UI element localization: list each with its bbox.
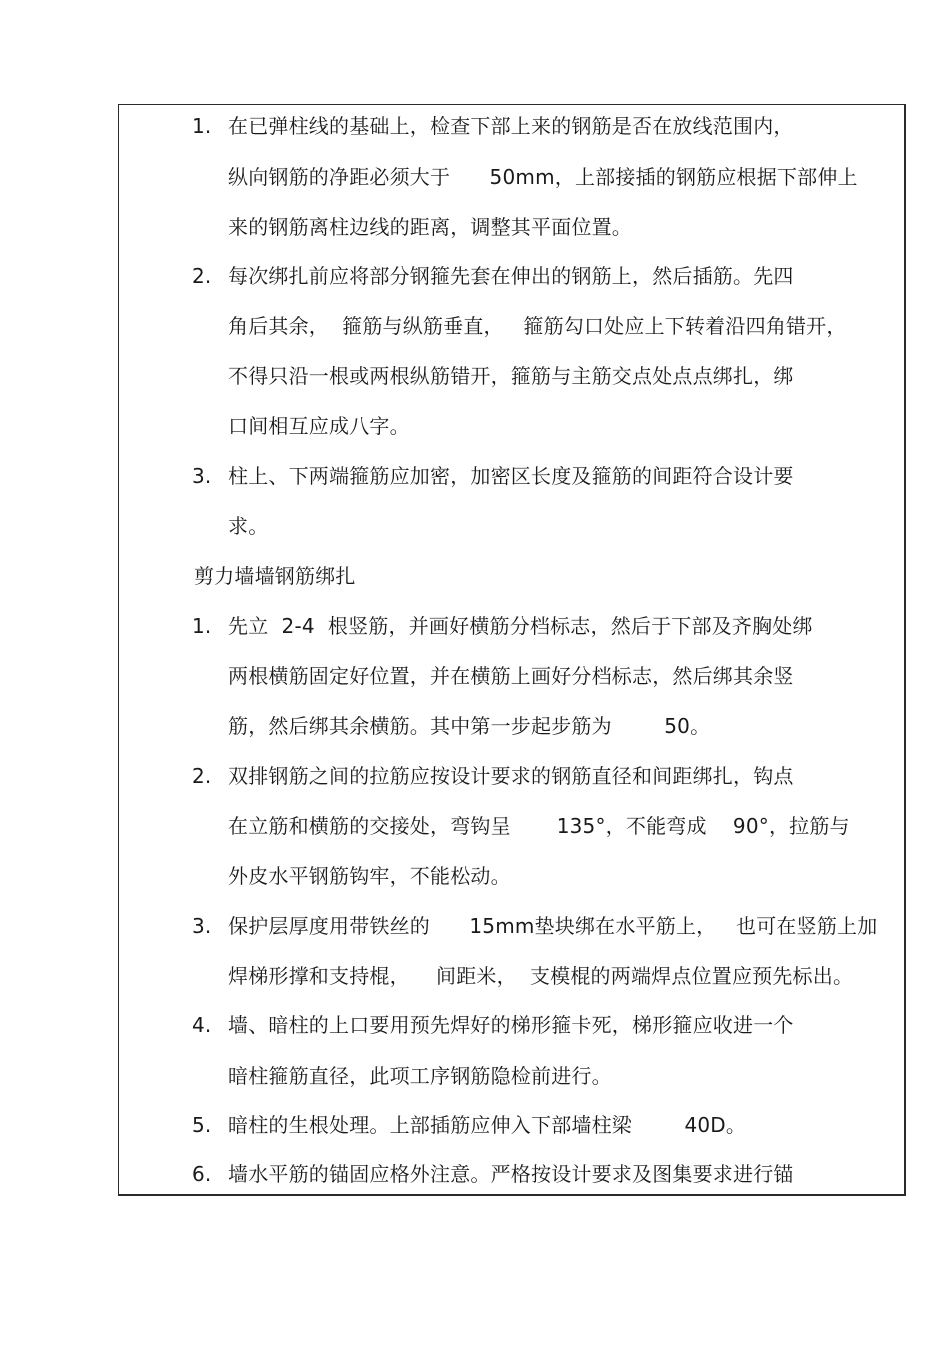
item-number: 4. (192, 1013, 212, 1037)
item-number: 3. (192, 464, 212, 488)
text-line: 焊梯形撑和支持棍， 间距米， 支模棍的两端焊点位置应预先标出。 (228, 964, 854, 988)
text-line: 角后其余， 箍筋与纵筋垂直， 箍筋勾口处应上下转着沿四角错开， (228, 314, 847, 338)
text-line: 纵向钢筋的净距必须大于 50mm，上部接插的钢筋应根据下部伸上 (228, 165, 858, 189)
text-line: 求。 (228, 514, 269, 538)
item-number: 5. (192, 1113, 212, 1137)
text-line: 不得只沿一根或两根纵筋错开，箍筋与主筋交点处点点绑扎，绑 (228, 364, 794, 388)
item-number: 2. (192, 764, 212, 788)
text-line: 两根横筋固定好位置，并在横筋上画好分档标志，然后绑其余竖 (228, 664, 794, 688)
text-line: 外皮水平钢筋钩牢，不能松动。 (228, 864, 511, 888)
text-line: 柱上、下两端箍筋应加密，加密区长度及箍筋的间距符合设计要 (228, 464, 794, 488)
text-line: 先立 2-4 根竖筋，并画好横筋分档标志，然后于下部及齐胸处绑 (228, 614, 813, 638)
text-line: 暗柱箍筋直径，此项工序钢筋隐检前进行。 (228, 1064, 612, 1088)
item-number: 3. (192, 914, 212, 938)
text-line: 来的钢筋离柱边线的距离，调整其平面位置。 (228, 215, 632, 239)
section-heading: 剪力墙墙钢筋绑扎 (194, 564, 356, 588)
text-line: 口间相互应成八字。 (228, 414, 410, 438)
text-line: 在立筋和横筋的交接处，弯钩呈 135°，不能弯成 90°，拉筋与 (228, 814, 850, 838)
item-number: 1. (192, 614, 212, 638)
text-line: 保护层厚度用带铁丝的 15mm垫块绑在水平筋上， 也可在竖筋上加 (228, 914, 878, 938)
text-line: 每次绑扎前应将部分钢箍先套在伸出的钢筋上，然后插筋。先四 (228, 264, 794, 288)
item-number: 1. (192, 114, 212, 138)
text-line: 在已弹柱线的基础上，检查下部上来的钢筋是否在放线范围内， (228, 114, 794, 138)
text-line: 暗柱的生根处理。上部插筋应伸入下部墙柱梁 40D。 (228, 1113, 747, 1137)
item-number: 6. (192, 1162, 212, 1186)
text-line: 墙、暗柱的上口要用预先焊好的梯形箍卡死，梯形箍应收进一个 (228, 1013, 794, 1037)
text-line: 筋，然后绑其余横筋。其中第一步起步筋为 50。 (228, 714, 711, 738)
text-line: 墙水平筋的锚固应格外注意。严格按设计要求及图集要求进行锚 (228, 1162, 794, 1186)
text-line: 双排钢筋之间的拉筋应按设计要求的钢筋直径和间距绑扎，钩点 (228, 764, 794, 788)
item-number: 2. (192, 264, 212, 288)
